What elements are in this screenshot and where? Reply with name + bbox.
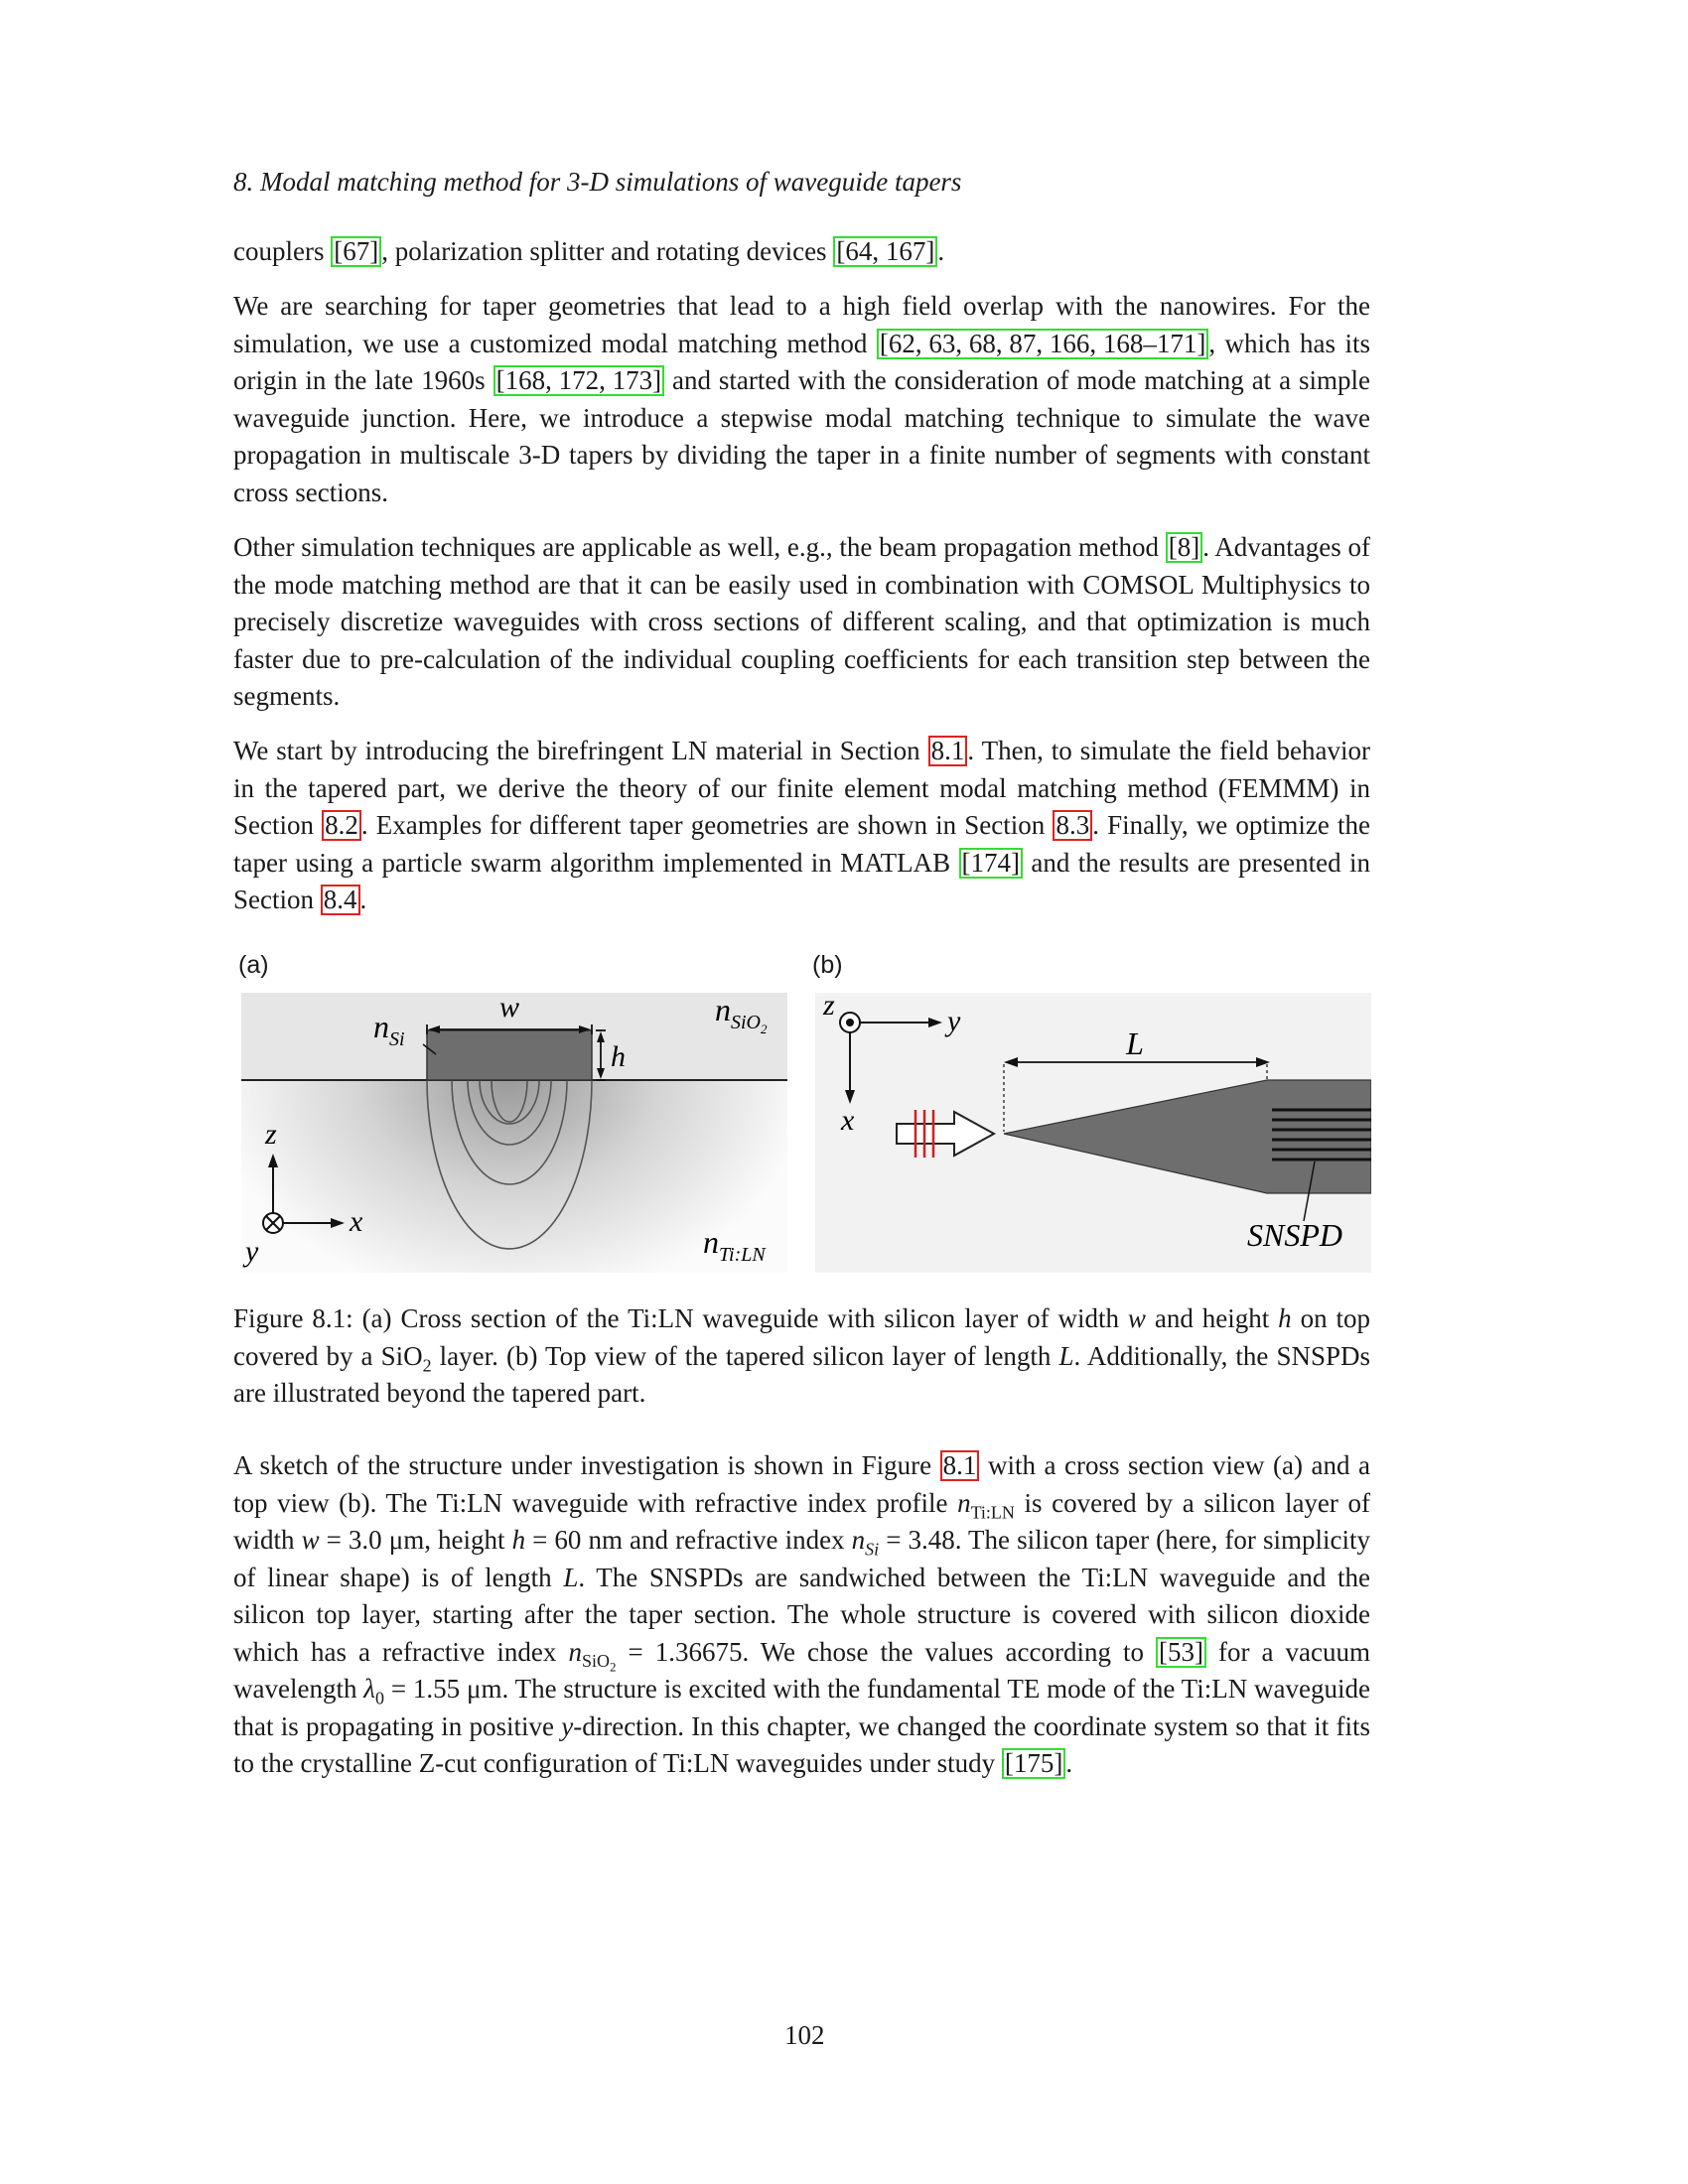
page-number: 102 [784, 2020, 825, 2050]
running-header: 8. Modal matching method for 3-D simulations of waveguide tapers [233, 167, 962, 197]
axis-label-y: y [947, 1005, 961, 1037]
axis-label-x: x [841, 1104, 855, 1137]
citation-link[interactable]: [168, 172, 173] [493, 365, 664, 396]
citation-link[interactable]: [53] [1156, 1637, 1206, 1668]
axis-label-x: x [350, 1205, 363, 1238]
citation-link[interactable]: [64, 167] [833, 236, 937, 267]
panel-label-a: (a) [238, 951, 269, 979]
label-L: L [1126, 1025, 1144, 1061]
axis-label-z: z [265, 1118, 277, 1151]
axis-label-z: z [823, 993, 835, 1022]
label-n-sio2: $n_{SiO}2$ [715, 993, 768, 1036]
section-link[interactable]: 8.1 [928, 736, 968, 766]
paragraph-2: We are searching for taper geometries that lead to a high field overlap with the nanowires. For the simulation, we use a customized modal matching method [62, 63, 68, 87, 166, 168–171] , which has its origin in the late 1960s [168, 172, 173] and started with the consideration of mode matching at a simple waveguide junction. Here, we introduce a stepwise modal matching technique to simulate the wave propagation in multiscale 3-D tapers by dividing the taper in a finite number of segments with constant cross sections. [233, 291, 1371, 507]
paragraph-4: We start by introducing the birefringent LN material in Section 8.1 . Then, to simulate the field behavior in the tapered part, we derive the theory of our finite element modal matching method (FEMMM) in Section 8.2 . Examples for different taper geometries are shown in Section 8.3 . Finally, we optimize the taper using a particle swarm algorithm implemented in MATLAB [174] and the results are presented in Section 8.4 . [233, 736, 1370, 914]
panel-label-b: (b) [812, 951, 843, 979]
citation-link[interactable]: [175] [1002, 1748, 1065, 1779]
label-n-tiln: $n_{Ti:LN}$ [703, 1224, 766, 1266]
label-snspd: SNSPD [1247, 1217, 1342, 1253]
citation-link[interactable]: [62, 63, 68, 87, 166, 168–171] [877, 329, 1208, 359]
citation-link[interactable]: [174] [959, 848, 1023, 879]
figure-link[interactable]: 8.1 [940, 1450, 980, 1481]
section-link[interactable]: 8.4 [321, 885, 360, 915]
section-link[interactable]: 8.2 [322, 810, 361, 841]
paragraph-1: couplers [67] , polarization splitter and rotating devices [64, 167] . [233, 236, 945, 266]
citation-link[interactable]: [67] [331, 236, 381, 267]
label-w: w [498, 993, 520, 1024]
section-link[interactable]: 8.3 [1053, 810, 1092, 841]
label-h: h [611, 1040, 626, 1073]
axis-label-y: y [245, 1235, 259, 1268]
figure-panel-b-top-view [815, 993, 1371, 1273]
citation-link[interactable]: [8] [1166, 532, 1202, 563]
figure-panel-a-cross-section [241, 993, 787, 1273]
silicon-layer [427, 1030, 592, 1080]
paragraph-3: Other simulation techniques are applicable as well, e.g., the beam propagation method [8] . Advantages of the mode matching method are that it can be easily used in combination with COMSOL Multiphysics to precisely discretize waveguides with cross sections of different scaling, and that optimization is much faster due to pre-calculation of the individual coupling coefficients for each transition step between the segments. [233, 532, 1370, 711]
paragraph-5: A sketch of the structure under investigation is shown in Figure 8.1 with a cross section view (a) and a top view (b). The Ti:LN waveguide with refractive index profile $n_{Ti:LN}$ is covered by a silicon layer of width w = 3.0 μm, height h = 60 nm and refractive index $n_{Si} = 3.48$. The silicon taper (here, for simplicity of linear shape) is of length L. The SNSPDs are sandwiched between the Ti:LN waveguide and the silicon top layer, starting after the taper section. The whole structure is covered with silicon dioxide which has a refractive index $n_{SiO_2} = 1.36675$. We chose the values according to [53] for a vacuum wavelength $\lambda_0 = 1.55$ μm. The structure is excited with the fundamental TE mode of the Ti:LN waveguide that is propagating in positive y-direction. In this chapter, we changed the coordinate system so that it fits to the crystalline Z-cut configuration of Ti:LN waveguides under study [175] . [233, 1450, 1370, 1778]
figure-caption: Figure 8.1: (a) Cross section of the Ti:LN waveguide with silicon layer of width w and height h on top covered by a SiO$_2$ layer. (b) Top view of the tapered silicon layer of length L. Additionally, the SNSPDs are illustrated beyond the tapered part. [233, 1303, 1370, 1408]
label-n-si: $n_{Si}$ [373, 1009, 405, 1050]
